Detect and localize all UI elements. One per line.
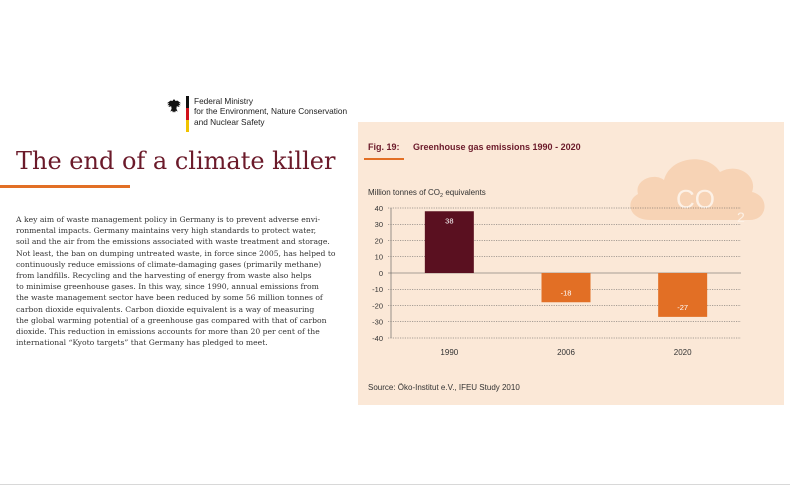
article-body [16,214,336,348]
emissions-bar-chart [358,122,784,405]
x-tick-label: 1990 [440,348,459,357]
co2-cloud-icon [630,159,764,225]
y-tick-label: 10 [374,252,383,262]
body-line: carbon dioxide equivalents. Carbon dioxide equivalent is a way of measuring [16,304,315,314]
co2-cloud-text: CO [676,184,715,214]
ministry-line-1: Federal Ministry [194,96,254,106]
figure-source: Source: Öko-Institut e.V., IFEU Study 2010 [368,383,520,392]
body-line: to minimise greenhouse gases. In this way, since 1990, annual emissions from [16,282,319,292]
german-flag-bar [186,96,189,132]
ministry-logo [166,96,366,136]
body-line: Not least, the ban on dumping untreated waste, in force since 2005, has helped to [16,248,336,258]
x-axis-labels [440,348,692,357]
y-axis-label [368,188,486,199]
body-line: A key aim of waste management policy in Germany is to prevent adverse envi- [16,215,321,224]
page-title: The end of a climate killer [16,147,336,175]
ministry-name [194,96,347,127]
title-underline [0,185,130,188]
y-tick-label: 0 [378,268,383,278]
x-tick-label: 2020 [673,348,692,357]
y-axis-ticks [372,204,383,343]
y-tick-label: -40 [372,333,383,343]
body-line: continuously reduce emissions of climate-damaging gases (primarily methane) [16,259,322,269]
body-line: from landfills. Recycling and the harvesting of energy from waste also helps [16,271,312,281]
page-bottom-rule [0,484,790,485]
ministry-line-3: and Nuclear Safety [194,116,265,127]
bar-value-label: 38 [445,216,454,226]
body-line: the waste management sector have been reduced by some 56 million tonnes of [16,293,323,303]
figure-title-underline [364,158,404,160]
y-axis-label-main: Million tonnes of CO [368,188,441,197]
figure-title: Greenhouse gas emissions 1990 - 2020 [413,142,581,152]
x-tick-label: 2006 [557,348,575,357]
body-line: dioxide. This reduction in emissions accounts for more than 20 per cent of the [16,327,320,337]
y-tick-label: 40 [374,203,383,213]
chart-bars [425,211,707,317]
y-tick-label: -20 [372,301,383,311]
bar-value-label: -27 [677,302,689,312]
co2-cloud-subscript: 2 [737,209,745,225]
bar-value-label: -18 [560,288,572,298]
y-tick-label: -30 [372,317,383,327]
figure-label: Fig. 19: [368,142,400,152]
y-tick-label: -10 [372,285,383,295]
body-line: ronmental impacts. Germany maintains very high standards to protect water, [16,226,317,236]
y-axis-label-subscript: 2 [440,193,444,199]
body-line: international “Kyoto targets” that Germany has pledged to meet. [16,338,268,348]
y-axis-label-rest: equivalents [443,188,486,197]
y-tick-label: 30 [374,220,383,230]
y-tick-label: 20 [374,236,383,246]
body-line: the global warming potential of a greenhouse gas compared with that of carbon [16,315,327,325]
body-line: soil and the air from the emissions associated with waste treatment and storage. [16,237,330,247]
federal-eagle-icon [166,98,182,114]
ministry-line-2: for the Environment, Nature Conservation [194,106,348,117]
